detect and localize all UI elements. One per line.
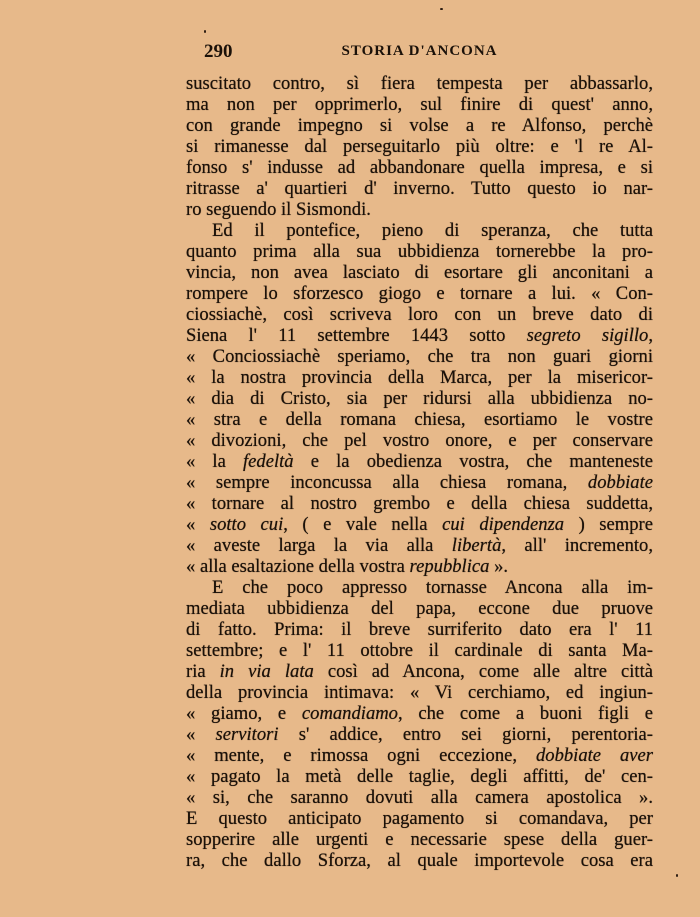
text-segment: « giamo, e [186, 703, 302, 724]
text-segment: settembre; e l' 11 ottobre il cardinale di santa Ma- [186, 640, 653, 661]
text-line [186, 535, 653, 556]
text-line [186, 346, 653, 367]
text-segment: ria [186, 661, 220, 682]
text-segment: vincia, non avea lasciato di esortare gli anconitani a [186, 262, 653, 283]
text-segment: « mente, e rimossa ogni eccezione, [186, 745, 536, 766]
text-line [186, 724, 653, 745]
text-segment: quanto prima alla sua ubbidienza tornerebbe la pro- [186, 241, 653, 262]
text-line [186, 199, 653, 220]
text-line [186, 766, 653, 787]
italic-text: segreto sigillo [526, 325, 649, 346]
text-line [186, 325, 653, 346]
text-line [186, 304, 653, 325]
text-segment: rompere lo sforzesco giogo e tornare a lui. « Con- [186, 283, 653, 304]
text-line [186, 703, 653, 724]
text-segment: « aveste larga la via alla [186, 535, 452, 556]
text-segment: ma non per opprimerlo, sul finire di quest' anno, [186, 94, 653, 115]
italic-text: in via lata [219, 661, 314, 682]
text-segment: suscitato contro, sì fiera tempesta per abbassarlo, [186, 73, 653, 94]
text-segment: E che poco appresso tornasse Ancona alla im- [212, 577, 653, 598]
text-line [186, 598, 653, 619]
text-line [186, 115, 653, 136]
text-segment: « dia di Cristo, sia per ridursi alla ubbidienza no- [186, 388, 653, 409]
text-segment: « stra e della romana chiesa, esortiamo le vostre [186, 409, 653, 430]
text-line [186, 367, 653, 388]
text-line [186, 493, 653, 514]
scan-speck [440, 8, 443, 10]
text-segment: « [186, 724, 216, 745]
text-segment: ». [489, 556, 509, 577]
text-line [186, 556, 653, 577]
italic-text: sotto cui [209, 514, 284, 535]
text-segment: « divozioni, che pel vostro onore, e per conservare [186, 430, 653, 451]
text-segment: « sempre inconcussa alla chiesa romana, [186, 472, 588, 493]
scan-speck [676, 874, 678, 877]
text-segment: sopperire alle urgenti e necessarie spese della guer- [186, 829, 653, 850]
text-segment: « si, che saranno dovuti alla camera apostolica ». [186, 787, 653, 808]
text-line [186, 262, 653, 283]
text-line [186, 409, 653, 430]
text-segment: mediata ubbidienza del papa, eccone due pruove [186, 598, 653, 619]
text-segment: si rimanesse dal perseguitarlo più oltre: e 'l re Al- [186, 136, 653, 157]
text-segment: , che come a buoni figli e [397, 703, 653, 724]
text-line [186, 577, 653, 598]
italic-text: libertà [451, 535, 502, 556]
italic-text: comandiamo [301, 703, 398, 724]
text-segment: ro seguendo il Sismondi. [186, 199, 371, 220]
text-line [186, 136, 653, 157]
text-segment: ) sempre [564, 514, 653, 535]
body-text [186, 73, 653, 871]
text-line [186, 745, 653, 766]
text-segment: ciossiachè, così scriveva loro con un breve dato di [186, 304, 653, 325]
text-segment: « la [186, 451, 243, 472]
text-line [186, 850, 653, 871]
text-line [186, 157, 653, 178]
text-line [186, 94, 653, 115]
text-segment: « [186, 514, 210, 535]
text-line [186, 661, 653, 682]
page-header [186, 41, 653, 65]
running-title: STORIA D'ANCONA [341, 43, 498, 59]
text-segment: ra, che dallo Sforza, al quale importevole cosa era [186, 850, 653, 871]
text-line [186, 514, 653, 535]
text-segment: « Conciossiachè speriamo, che tra non guari giorni [186, 346, 653, 367]
text-line [186, 829, 653, 850]
italic-text: repubblica [409, 556, 490, 577]
italic-text: fedeltà [243, 451, 294, 472]
text-line [186, 787, 653, 808]
text-segment: « alla esaltazione della vostra [186, 556, 410, 577]
text-line [186, 388, 653, 409]
page-number: 290 [204, 41, 233, 62]
italic-text: servitori [215, 724, 279, 745]
text-segment: fonso s' indusse ad abbandonare quella impresa, e si [186, 157, 653, 178]
text-segment: con grande impegno si volse a re Alfonso, perchè [186, 115, 653, 136]
text-segment: , ( e vale nella [283, 514, 443, 535]
text-segment: « la nostra provincia della Marca, per la misericor- [186, 367, 653, 388]
italic-text: dobbiate aver [535, 745, 653, 766]
text-line [186, 451, 653, 472]
text-segment: e la obedienza vostra, che manteneste [293, 451, 653, 472]
text-line [186, 73, 653, 94]
text-segment: ritrasse a' quartieri d' inverno. Tutto questo io nar- [186, 178, 653, 199]
text-segment: Siena l' 11 settembre 1443 sotto [186, 325, 527, 346]
text-segment: di fatto. Prima: il breve surriferito dato era l' 11 [186, 619, 653, 640]
text-segment: Ed il pontefice, pieno di speranza, che tutta [212, 220, 653, 241]
text-line [186, 283, 653, 304]
text-line [186, 178, 653, 199]
text-line [186, 430, 653, 451]
scan-speck [204, 30, 206, 33]
text-line [186, 808, 653, 829]
text-segment: , all' incremento, [501, 535, 653, 556]
text-segment: E questo anticipato pagamento si comandava, per [186, 808, 653, 829]
text-segment: s' addice, entro sei giorni, perentoria- [278, 724, 654, 745]
italic-text: cui dipendenza [442, 514, 565, 535]
text-line [186, 619, 653, 640]
italic-text: dobbiate [587, 472, 653, 493]
text-segment: così ad Ancona, come alle altre città [313, 661, 654, 682]
text-segment: « pagato la metà delle taglie, degli affitti, de' cen- [186, 766, 653, 787]
text-segment: « tornare al nostro grembo e della chiesa suddetta, [186, 493, 653, 514]
text-line [186, 472, 653, 493]
text-segment: della provincia intimava: « Vi cerchiamo, ed ingiun- [186, 682, 653, 703]
text-line [186, 241, 653, 262]
text-line [186, 640, 653, 661]
text-segment: , [648, 325, 653, 346]
text-line [186, 220, 653, 241]
text-line [186, 682, 653, 703]
